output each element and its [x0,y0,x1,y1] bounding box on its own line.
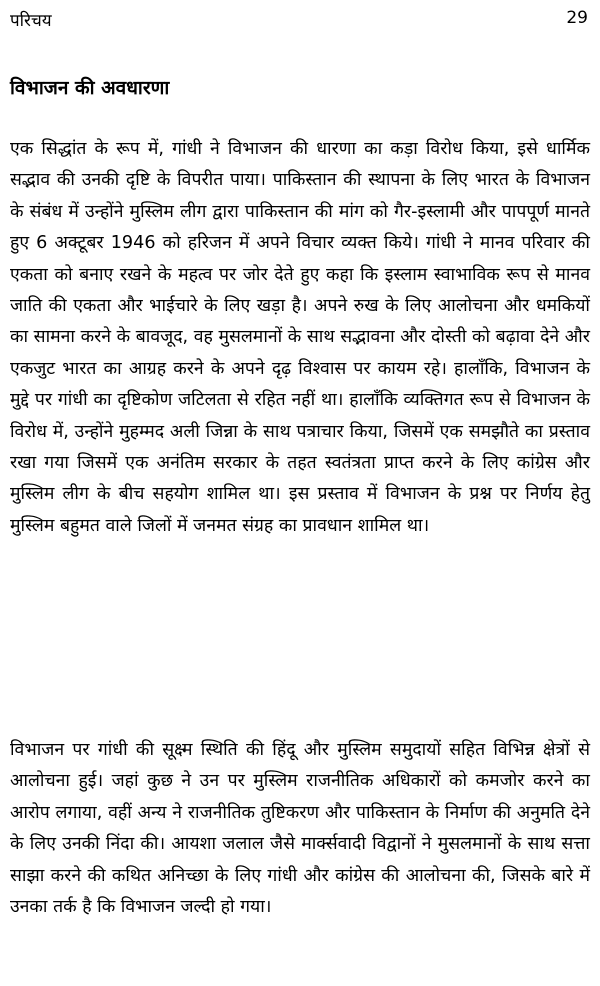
section-heading: विभाजन की अवधारणा [10,77,170,99]
running-header-chapter: परिचय [10,11,52,31]
body-paragraph-1: एक सिद्धांत के रूप में, गांधी ने विभाजन की धारणा का कड़ा विरोध किया, इसे धार्मिक सद्भाव की उनकी दृष्टि के विपरीत पाया। पाकिस्तान की स्थापना के लिए भारत के विभाजन के संबंध में उन्होंने मुस्लिम लीग द्वारा पाकिस्तान की मांग को गैर-इस्लामी और पापपूर्ण मानते हुए 6 अक्टूबर 1946 को हरिजन में अपने विचार व्यक्त किये। गांधी ने मानव परिवार की एकता को बनाए रखने के महत्व पर जोर देते हुए कहा कि इस्लाम स्वाभाविक रूप से मानव जाति की एकता और भाईचारे के लिए खड़ा है। अपने रुख के लिए आलोचना और धमकियों का सामना करने के बावजूद, वह मुसलमानों के साथ सद्भावना और दोस्ती को बढ़ावा देने और एकजुट भारत का आग्रह करने के अपने दृढ़ विश्वास पर कायम रहे। हालाँकि, विभाजन के मुद्दे पर गांधी का दृष्टिकोण जटिलता से रहित नहीं था। हालाँकि व्यक्तिगत रूप से विभाजन के विरोध में, उन्होंने मुहम्मद अली जिन्ना के साथ पत्राचार किया, जिसमें एक समझौते का प्रस्ताव रखा गया जिसमें एक अनंतिम सरकार के तहत स्वतंत्रता प्राप्त करने के लिए कांग्रेस और मुस्लिम लीग के बीच सहयोग शामिल था। इस प्रस्ताव में विभाजन के प्रश्न पर निर्णय हेतु मुस्लिम बहुमत वाले जिलों में जनमत संग्रह का प्रावधान शामिल था। [10,139,590,536]
body-paragraph-2: विभाजन पर गांधी की सूक्ष्म स्थिति की हिंदू और मुस्लिम समुदायों सहित विभिन्न क्षेत्रों से आलोचना हुई। जहां कुछ ने उन पर मुस्लिम राजनीतिक अधिकारों को कमजोर करने का आरोप लगाया, वहीं अन्य ने राजनीतिक तुष्टिकरण और पाकिस्तान के निर्माण की अनुमति देने के लिए उनकी निंदा की। आयशा जलाल जैसे मार्क्सवादी विद्वानों ने मुसलमानों के साथ सत्ता साझा करने की कथित अनिच्छा के लिए गांधी और कांग्रेस की आलोचना की, जिसके बारे में उनका तर्क है कि विभाजन जल्दी हो गया। [10,740,590,918]
page-number: 29 [566,8,588,28]
